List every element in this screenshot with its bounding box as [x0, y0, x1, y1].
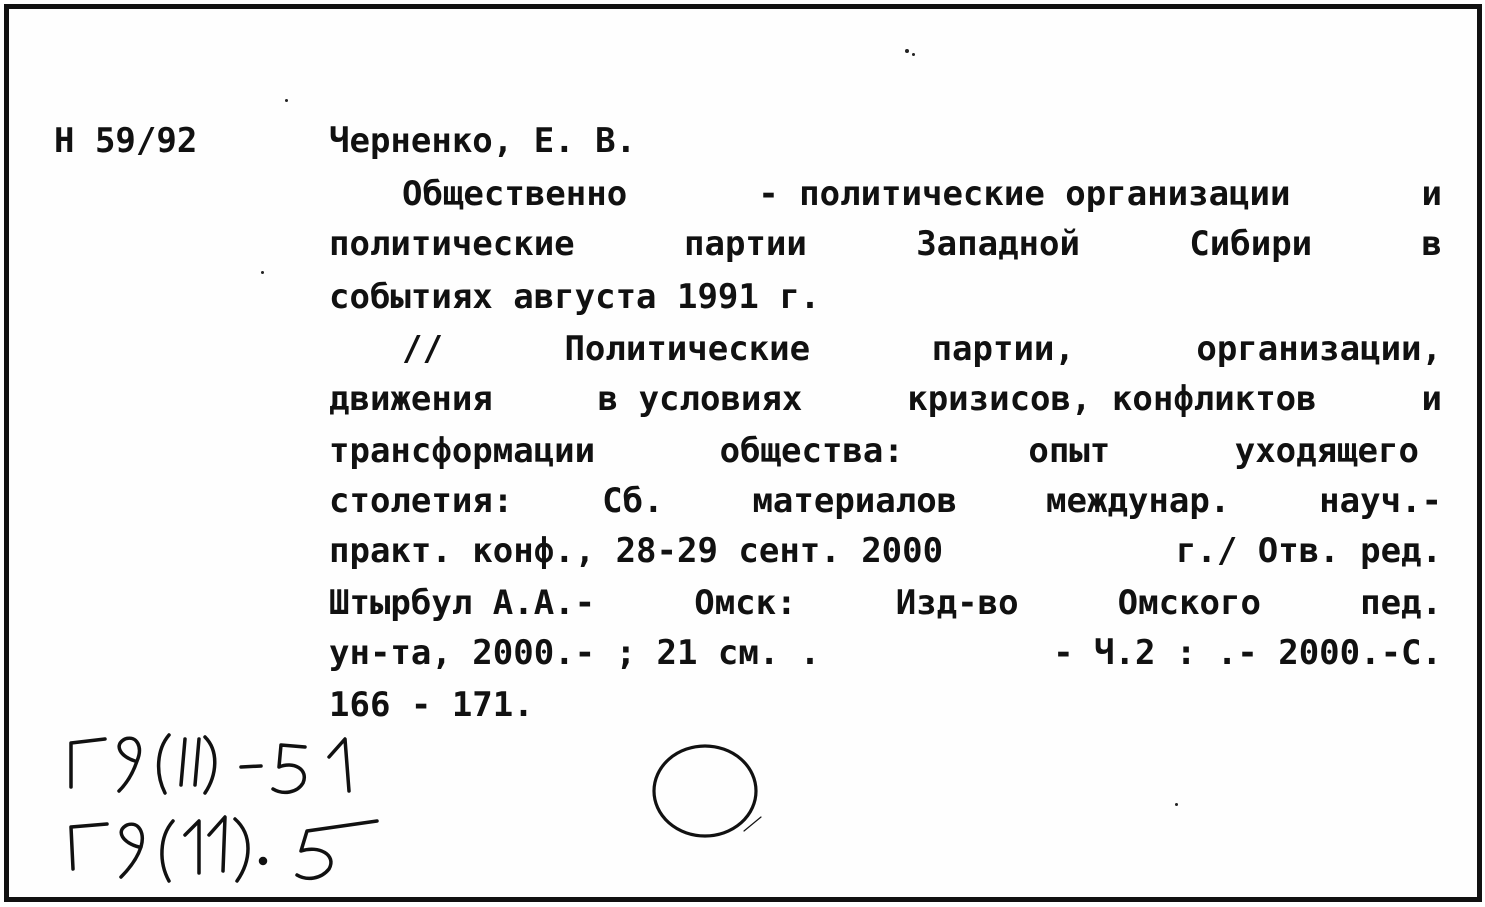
source-word: Омск: [694, 583, 797, 623]
source-word: партии, [931, 329, 1075, 369]
source-word: трансформации [329, 431, 596, 471]
source-word: материалов [752, 481, 958, 521]
scan-speck [912, 53, 915, 56]
source-word: Изд-во [895, 583, 1019, 623]
source-word: кризисов, конфликтов [907, 379, 1317, 419]
title-word: - политические организации [758, 174, 1291, 214]
author-name: Черненко, Е. В. [329, 121, 637, 161]
title-word: в [1421, 224, 1442, 264]
source-word: междунар. [1046, 481, 1231, 521]
handwritten-code-1-glyphs [71, 735, 349, 793]
source-word: Сб. [602, 481, 664, 521]
source-word: опыт [1028, 431, 1111, 471]
source-word: столетия: [329, 481, 514, 521]
scan-speck [261, 271, 264, 274]
title-word: и [1421, 174, 1442, 214]
handwritten-code-2-glyphs [71, 817, 377, 881]
source-word: и [1421, 379, 1442, 419]
circle-mark [654, 746, 756, 836]
title-word: партии [684, 224, 807, 264]
title-line-3: событиях августа 1991 г. [329, 277, 821, 317]
source-word: - Ч.2 : .- 2000.-С. [1053, 633, 1442, 673]
source-word: организации, [1196, 329, 1442, 369]
source-word: г./ Отв. ред. [1175, 531, 1442, 571]
source-word: уходящего [1234, 431, 1419, 471]
scan-speck [285, 99, 288, 102]
scan-speck [1175, 803, 1178, 806]
source-word: движения [329, 379, 493, 419]
source-word: Штырбул А.А.- [329, 583, 596, 623]
source-word: в условиях [597, 379, 803, 419]
source-word: ун-та, 2000.- ; 21 см. . [329, 633, 821, 673]
source-word: практ. конф., 28-29 сент. 2000 [329, 531, 944, 571]
title-word: политические [329, 224, 575, 264]
shelf-mark: Н 59/92 [54, 121, 198, 161]
source-word: Политические [564, 329, 811, 369]
source-line-8: 166 - 171. [329, 685, 534, 725]
title-word: Общественно [402, 174, 628, 214]
title-word: Сибири [1189, 224, 1313, 264]
source-word: науч.- [1319, 481, 1442, 521]
scan-speck [905, 49, 909, 53]
source-word: пед. [1360, 583, 1442, 623]
title-word: Западной [916, 224, 1080, 264]
source-word: // [402, 329, 443, 369]
source-word: общества: [719, 431, 904, 471]
catalog-card [4, 4, 1482, 902]
handwriting-layer [9, 9, 1477, 897]
source-word: Омского [1117, 583, 1261, 623]
